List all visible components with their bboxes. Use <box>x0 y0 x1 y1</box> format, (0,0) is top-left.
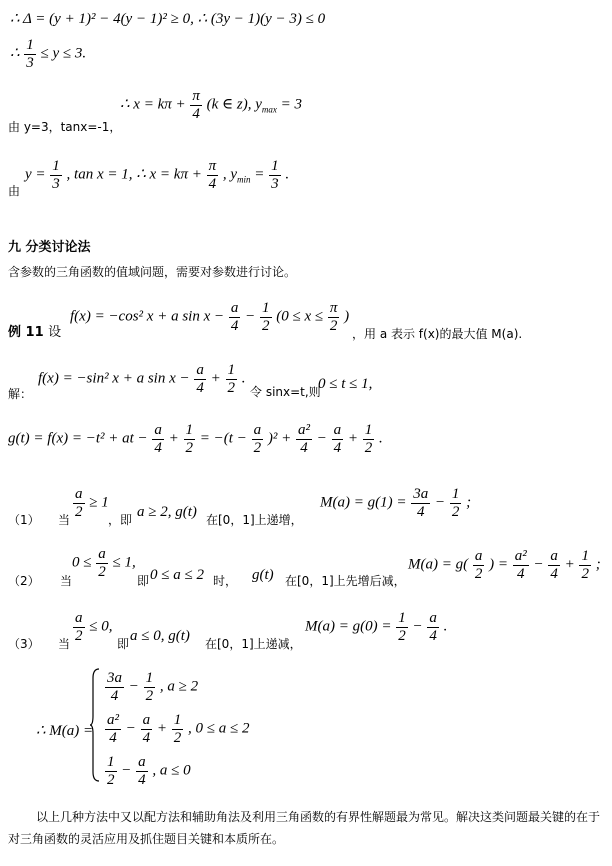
case-ji: 即 <box>117 637 130 651</box>
solution-label: 解： <box>8 387 33 401</box>
ymax-formula: ∴ x = kπ + $\frac{\pi}{4}$ (k ∈ z), $y_{max} = 3$ <box>120 88 303 122</box>
fraction: $\frac{a}{2}$ <box>253 422 262 456</box>
fraction: $\frac{3a}{4}$ <box>107 670 122 704</box>
fraction: $\frac{1}{2}$ <box>173 712 182 746</box>
fraction: $\frac{a}{4}$ <box>550 548 558 582</box>
fraction: $\frac{a}{4}$ <box>138 754 146 788</box>
case-ji: 即 <box>137 574 150 588</box>
fraction: $\frac{1}{2}$ <box>364 422 373 456</box>
fraction: $\frac{\text{a²}}{4}$ <box>107 712 119 746</box>
case-g: g(t) <box>252 567 274 583</box>
summary-case-2: $\frac{\text{a²}}{4}$ − $\frac{a}{4}$ + $\frac{1}{2}$ , 0 ≤ a ≤ 2 <box>107 712 250 746</box>
ymin-prefix: 由 <box>8 184 21 198</box>
left-brace-icon <box>90 668 100 782</box>
conclusion-paragraph: 以上几种方法中又以配方法和辅助角法及利用三角函数的有界性解题最为常见。解决这类问题最关键的在于对三角函数的灵活应用及抓住题目关键和本质所在。 <box>8 810 601 846</box>
case-condition-2: a ≥ 2, g(t) <box>137 504 197 520</box>
fraction: $\frac{\pi}{4}$ <box>192 88 200 122</box>
fraction: $\frac{a}{2}$ <box>98 546 106 580</box>
section-title: 九 分类讨论法 <box>8 240 91 255</box>
case-condition: 0 ≤ $\frac{a}{2}$ ≤ 1, <box>72 546 136 580</box>
fraction: $\frac{a}{2}$ <box>75 610 83 644</box>
fraction: $\frac{a}{4}$ <box>154 422 162 456</box>
case-number: （2） <box>8 574 40 588</box>
solution-function: f(x) = −sin² x + a sin x − $\frac{a}{4}$ + $\frac{1}{2}$ . <box>38 362 246 396</box>
fraction: $\frac{a}{4}$ <box>429 610 437 644</box>
example-function: f(x) = −cos² x + a sin x − $\frac{a}{4}$ − $\frac{1}{2}$ (0 ≤ x ≤ $\frac{\pi}{2}$ ) <box>70 300 350 334</box>
case-description: 在[0，1]上先增后减， <box>285 574 406 588</box>
fraction: $\frac{a}{4}$ <box>333 422 342 456</box>
case-condition-2: 0 ≤ a ≤ 2 <box>150 567 204 583</box>
case-description: 在[0，1]上递减， <box>205 637 302 651</box>
fraction: $\frac{\text{a²}}{4}$ <box>514 548 527 582</box>
fraction: $\frac{a}{2}$ <box>75 486 83 520</box>
case-condition: $\frac{a}{2}$ ≤ 0, <box>75 610 113 644</box>
y-range-line: ∴ $\frac{1}{3}$ ≤ y ≤ 3. <box>10 37 87 71</box>
example-question: ，用 a 表示 f(x)的最大值 M(a). <box>352 327 523 341</box>
fraction: $\frac{3a}{4}$ <box>413 486 429 520</box>
case-maximum: M(a) = g(0) = $\frac{1}{2}$ − $\frac{a}{4}$ . <box>305 610 448 644</box>
g-function: g(t) = f(x) = −t² + at − $\frac{a}{4}$ + $\frac{1}{2}$ = −(t − $\frac{a}{2}$ )² + $\frac{\text{a²}}{4}$ − $\frac{a}{4}$ + $\frac{1}{2}$ . <box>8 422 383 456</box>
fraction: $\frac{1}{3}$ <box>271 158 279 192</box>
ymin-formula: y = $\frac{1}{3}$ , tan x = 1, ∴ x = kπ + $\frac{\pi}{4}$ , $y_{min}$ = $\frac{1}{3}$ . <box>25 158 290 192</box>
fraction: $\frac{1}{3}$ <box>26 37 34 71</box>
case-number: （3） <box>8 637 40 651</box>
fraction: $\frac{\pi}{2}$ <box>329 300 338 334</box>
discriminant-expr: ∴ Δ = (y + 1)² − 4(y − 1)² ≥ 0, ∴ (3y − 1)(y − 3) ≤ 0 <box>10 11 326 27</box>
case-ji: ，即 <box>108 513 133 527</box>
summary-case-1: $\frac{3a}{4}$ − $\frac{1}{2}$ , a ≥ 2 <box>107 670 199 704</box>
example-label: 例 11 设 <box>8 325 62 340</box>
ymax-prefix: 由 y=3，tanx=-1， <box>8 120 122 134</box>
fraction: $\frac{1}{3}$ <box>52 158 60 192</box>
fraction: $\frac{1}{2}$ <box>145 670 154 704</box>
section-intro: 含参数的三角函数的值域问题，需要对参数进行讨论。 <box>8 265 297 279</box>
fraction: $\frac{1}{2}$ <box>107 754 115 788</box>
fraction: $\frac{1}{2}$ <box>185 422 194 456</box>
case-maximum: M(a) = g(1) = $\frac{3a}{4}$ − $\frac{1}{2}$ ; <box>320 486 472 520</box>
t-range: 0 ≤ t ≤ 1, <box>318 376 373 392</box>
summary-case-3: $\frac{1}{2}$ − $\frac{a}{4}$ , a ≤ 0 <box>107 754 191 788</box>
fraction: $\frac{a}{4}$ <box>230 300 239 334</box>
summary-lhs: ∴ M(a) = <box>36 723 94 739</box>
case-number: （1） <box>8 513 40 527</box>
case-when: 当 <box>58 513 71 527</box>
fraction: $\frac{a}{2}$ <box>474 548 483 582</box>
fraction: $\frac{1}{2}$ <box>451 486 460 520</box>
substitution-text: 令 sinx=t,则 <box>250 385 321 399</box>
fraction: $\frac{\pi}{4}$ <box>208 158 217 192</box>
case-when: 当 <box>60 574 73 588</box>
fraction: $\frac{\text{a²}}{4}$ <box>297 422 310 456</box>
case-time: 时， <box>213 574 238 588</box>
discriminant-line <box>10 10 325 28</box>
fraction: $\frac{1}{2}$ <box>227 362 236 396</box>
case-description: 在[0，1]上递增， <box>206 513 303 527</box>
fraction: $\frac{1}{2}$ <box>398 610 406 644</box>
case-condition-2: a ≤ 0, g(t) <box>130 628 190 644</box>
case-maximum: M(a) = g( $\frac{a}{2}$ ) = $\frac{\text{a²}}{4}$ − $\frac{a}{4}$ + $\frac{1}{2}$ ; <box>408 548 601 582</box>
case-condition: $\frac{a}{2}$ ≥ 1 <box>75 486 109 520</box>
fraction: $\frac{a}{4}$ <box>196 362 204 396</box>
fraction: $\frac{1}{2}$ <box>581 548 589 582</box>
case-when: 当 <box>58 637 71 651</box>
fraction: $\frac{1}{2}$ <box>262 300 270 334</box>
fraction: $\frac{a}{4}$ <box>142 712 151 746</box>
